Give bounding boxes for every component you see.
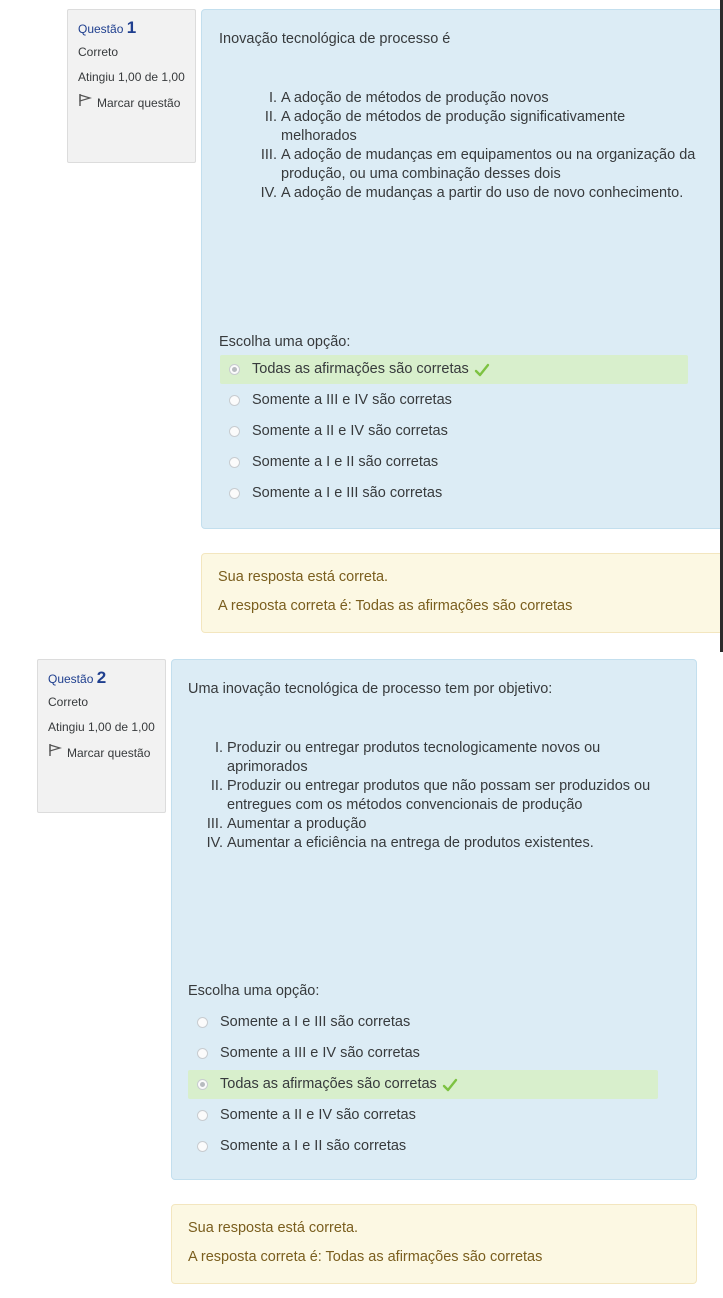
right-answer-text: A resposta correta é: Todas as afirmações são corretas [218, 598, 573, 614]
statement-item [246, 108, 696, 146]
statement-number: III. [206, 816, 223, 832]
feedback-panel [171, 1204, 697, 1284]
question-number [78, 18, 185, 39]
radio-button[interactable] [229, 426, 240, 437]
statement-list [246, 89, 696, 203]
answer-label: Somente a III e IV são corretas [252, 392, 452, 408]
answer-option[interactable] [188, 1101, 658, 1130]
radio-button[interactable] [197, 1048, 208, 1059]
answer-label: Somente a III e IV são corretas [220, 1045, 420, 1061]
statement-number: IV. [260, 185, 277, 201]
answer-option[interactable] [220, 417, 688, 446]
answer-label: Somente a I e III são corretas [252, 485, 443, 501]
answer-option[interactable] [220, 448, 688, 477]
statement-number: I. [268, 90, 277, 106]
radio-button[interactable] [229, 364, 240, 375]
answer-options [220, 355, 688, 510]
flag-question-label: Marcar questão [67, 745, 151, 760]
statement-item [246, 146, 696, 184]
answer-label: Todas as afirmações são corretas [252, 361, 469, 377]
answer-option[interactable] [188, 1070, 658, 1099]
answer-label: Somente a I e III são corretas [220, 1014, 411, 1030]
radio-button[interactable] [197, 1141, 208, 1152]
statement-item [246, 89, 696, 108]
choose-option-prompt: Escolha uma opção: [188, 983, 320, 999]
checkmark-icon [474, 363, 490, 377]
answer-option[interactable] [220, 386, 688, 415]
statement-item [188, 739, 658, 777]
statement-item [188, 834, 658, 853]
answer-label: Somente a II e IV são corretas [252, 423, 448, 439]
feedback-text: Sua resposta está correta. [188, 1220, 359, 1236]
feedback-panel [201, 553, 723, 633]
right-answer-text: A resposta correta é: Todas as afirmações são corretas [188, 1249, 543, 1265]
statement-item [188, 777, 658, 815]
answer-option[interactable] [220, 355, 688, 384]
question-state: Correto [48, 695, 89, 709]
question-number-value: 2 [96, 668, 107, 687]
flag-question-label: Marcar questão [97, 95, 181, 110]
answer-label: Somente a I e II são corretas [252, 454, 439, 470]
statement-item [188, 815, 658, 834]
statement-list [188, 739, 658, 853]
answer-option[interactable] [188, 1008, 658, 1037]
flag-icon [78, 93, 92, 113]
choose-option-prompt: Escolha uma opção: [219, 334, 351, 350]
radio-button[interactable] [229, 457, 240, 468]
radio-button[interactable] [229, 488, 240, 499]
flag-question-button[interactable] [78, 93, 185, 113]
feedback-text: Sua resposta está correta. [218, 569, 389, 585]
question-info-panel [37, 659, 166, 813]
statement-text: Produzir ou entregar produtos que não possam ser produzidos ou entregues com os métodos convencionais de produção [227, 778, 651, 813]
question-label: Questão [78, 22, 124, 36]
statement-text: A adoção de mudanças em equipamentos ou na organização da produção, ou uma combinação desses dois [281, 147, 696, 182]
radio-button[interactable] [229, 395, 240, 406]
question-formulation [171, 659, 697, 1180]
statement-number: IV. [206, 835, 223, 851]
statement-text: A adoção de mudanças a partir do uso de novo conhecimento. [281, 185, 684, 201]
question-label: Questão [48, 672, 94, 686]
statement-number: I. [214, 740, 223, 756]
radio-button[interactable] [197, 1110, 208, 1121]
question-formulation [201, 9, 723, 529]
statement-number: II. [264, 109, 277, 125]
question-info-panel [67, 9, 196, 163]
question-number [48, 668, 155, 689]
question-text: Inovação tecnológica de processo é [219, 31, 451, 47]
checkmark-icon [442, 1078, 458, 1092]
answer-label: Todas as afirmações são corretas [220, 1076, 437, 1092]
answer-option[interactable] [220, 479, 688, 508]
answer-option[interactable] [188, 1039, 658, 1068]
radio-button[interactable] [197, 1079, 208, 1090]
flag-question-button[interactable] [48, 743, 155, 763]
answer-label: Somente a I e II são corretas [220, 1138, 407, 1154]
question-grade: Atingiu 1,00 de 1,00 [48, 720, 155, 734]
question-text: Uma inovação tecnológica de processo tem por objetivo: [188, 681, 553, 697]
statement-text: Aumentar a eficiência na entrega de produtos existentes. [227, 835, 594, 851]
statement-number: II. [210, 778, 223, 794]
question-number-value: 1 [126, 18, 137, 37]
statement-number: III. [260, 147, 277, 163]
question-grade: Atingiu 1,00 de 1,00 [78, 70, 185, 84]
statement-text: A adoção de métodos de produção novos [281, 90, 549, 106]
answer-label: Somente a II e IV são corretas [220, 1107, 416, 1123]
answer-option[interactable] [188, 1132, 658, 1161]
question-state: Correto [78, 45, 119, 59]
answer-options [188, 1008, 658, 1163]
statement-text: Produzir ou entregar produtos tecnologicamente novos ou aprimorados [227, 740, 601, 775]
statement-text: Aumentar a produção [227, 816, 367, 832]
statement-item [246, 184, 696, 203]
statement-text: A adoção de métodos de produção significativamente melhorados [281, 109, 626, 144]
flag-icon [48, 743, 62, 763]
radio-button[interactable] [197, 1017, 208, 1028]
